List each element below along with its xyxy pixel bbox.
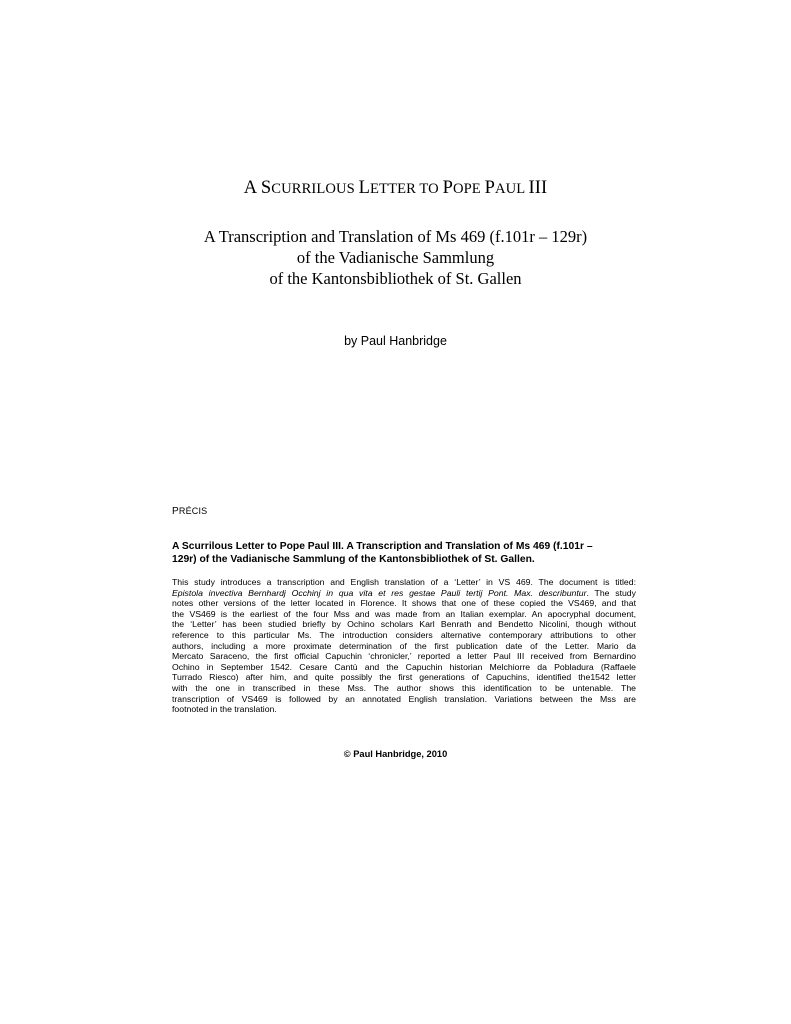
precis-rest: RÉCIS [178,506,208,516]
author-byline: by Paul Hanbridge [344,334,447,348]
abstract-text: . The study [586,587,636,598]
abstract-heading [172,541,624,566]
title-part: III [528,178,548,198]
abstract-line: Ochino in September 1542. Cesare Cantù and the Capuchin historian Melchiorre da Pobladura (Raffaele [172,661,636,672]
title-part: A [243,178,261,198]
abstract-line [172,588,636,599]
abstract-line: notes other versions of the letter located in Florence. It shows that one of these copied the VS469, and that [172,598,636,609]
abstract-line: the VS469 is the earliest of the four Mss and was made from an Italian exemplar. An apocryphal document, [172,608,636,619]
abstract-line: Turrado Riesco) after him, and quite possibly the first generations of Capuchins, identified the1542 letter [172,672,636,683]
abstract-line: the ‘Letter’ has been studied briefly by Ochino scholars Karl Benrath and Bendetto Nicolini, though without [172,619,636,630]
precis-initial: P [172,506,179,517]
document-latin-title: Epistola invectiva Bernhardj Occhinj in qua vita et res gestae Pauli tertij Pont. Max. describuntur [172,587,587,598]
heading-line: 129r) of the Vadianische Sammlung of the Kantonsbibliothek of St. Gallen. [172,553,535,565]
heading-line: A Scurrilous Letter to Pope Paul III. A Transcription and Translation of Ms 469 (f.101r – [172,541,593,552]
abstract-line: Mercato Saraceno, the first official Capuchin ‘chronicler,’ reported a letter Paul III received from Bernardino [172,651,636,662]
abstract-body [172,577,636,715]
precis-label [172,506,207,517]
copyright-notice: © Paul Hanbridge, 2010 [343,749,448,759]
abstract-line: transcription of VS469 is followed by an annotated English translation. Variations between the Mss are [172,693,636,704]
title-part: AUL [494,181,529,197]
title-part: L [358,178,371,198]
title-part: P [484,178,495,198]
subtitle-line: A Transcription and Translation of Ms 469 (f.101r – 129r) [203,227,588,246]
abstract-line: reference to this particular Ms. The introduction considers alternative contemporary attributions to other [172,629,636,640]
document-title [0,178,791,199]
abstract-line: with the one in transcribed in these Mss. The author shows this identification to be untenable. The [172,682,636,693]
document-subtitle [0,226,791,289]
subtitle-line: of the Vadianische Sammlung [296,248,495,267]
abstract-line: This study introduces a transcription and English translation of a ‘Letter’ in VS 469. The document is titled: [172,577,636,587]
title-part: S [260,178,272,198]
title-part: CURRILOUS [271,181,359,197]
subtitle-line: of the Kantonsbibliothek of St. Gallen [269,269,522,288]
abstract-line: footnoted in the translation. [172,704,277,715]
title-part: OPE [452,181,485,197]
abstract-line: authors, including a more proximate determination of the first publication date of the Letter. Mario da [172,640,636,651]
title-part: P [442,178,453,198]
title-part: ETTER TO [370,181,443,197]
